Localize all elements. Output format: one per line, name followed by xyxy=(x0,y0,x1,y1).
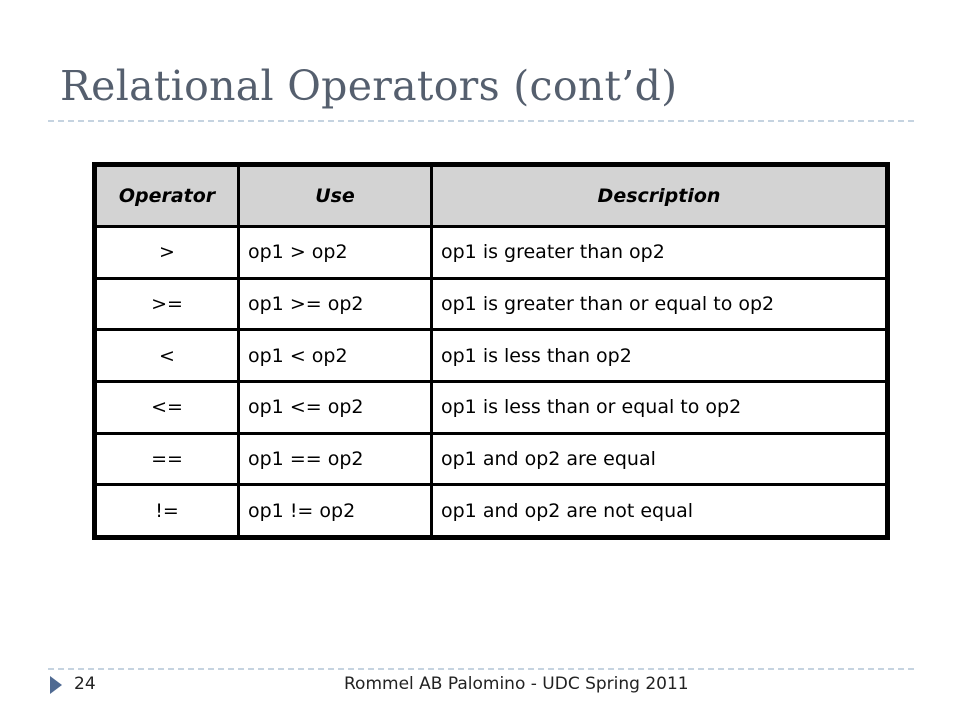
triangle-right-icon xyxy=(50,676,62,694)
use-cell: op1 >= op2 xyxy=(240,280,430,329)
description-cell: op1 and op2 are not equal xyxy=(433,486,885,535)
description-cell: op1 is greater than op2 xyxy=(433,228,885,277)
header-operator: Operator xyxy=(97,167,237,225)
operator-cell: == xyxy=(97,435,237,484)
table-row xyxy=(97,435,885,484)
use-cell: op1 != op2 xyxy=(240,486,430,535)
operator-cell: > xyxy=(97,228,237,277)
table-row xyxy=(97,228,885,277)
operator-cell: >= xyxy=(97,280,237,329)
table-row xyxy=(97,383,885,432)
description-cell: op1 is less than or equal to op2 xyxy=(433,383,885,432)
operator-cell: < xyxy=(97,331,237,380)
header-use: Use xyxy=(240,167,430,225)
operators-table-container xyxy=(92,162,890,540)
footer-divider xyxy=(48,668,914,670)
page-number: 24 xyxy=(74,674,96,694)
use-cell: op1 == op2 xyxy=(240,435,430,484)
use-cell: op1 < op2 xyxy=(240,331,430,380)
description-cell: op1 and op2 are equal xyxy=(433,435,885,484)
description-cell: op1 is less than op2 xyxy=(433,331,885,380)
use-cell: op1 <= op2 xyxy=(240,383,430,432)
table-row xyxy=(97,280,885,329)
title-divider xyxy=(48,120,914,122)
description-cell: op1 is greater than or equal to op2 xyxy=(433,280,885,329)
table-row xyxy=(97,331,885,380)
table-row xyxy=(97,486,885,535)
table-header-row xyxy=(97,167,885,225)
header-description: Description xyxy=(433,167,885,225)
slide-title: Relational Operators (cont’d) xyxy=(60,62,678,110)
footer-credit: Rommel AB Palomino - UDC Spring 2011 xyxy=(344,674,689,694)
use-cell: op1 > op2 xyxy=(240,228,430,277)
operators-table xyxy=(94,164,888,538)
operator-cell: != xyxy=(97,486,237,535)
operator-cell: <= xyxy=(97,383,237,432)
